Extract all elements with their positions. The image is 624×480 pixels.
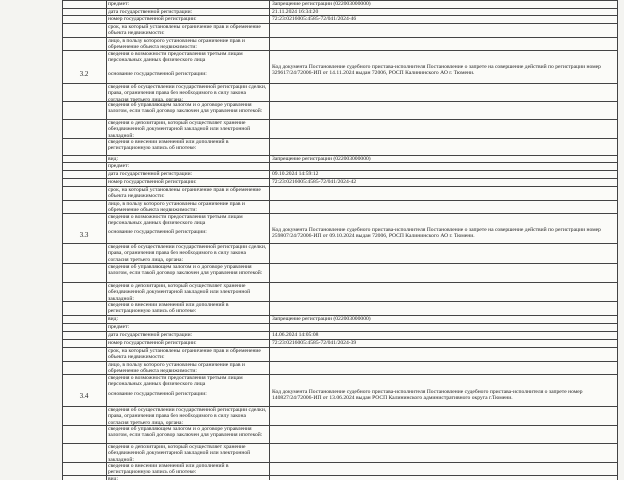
term-row: срок, на который установлены ограничение прав и обременение объекта недвижимости: — [62, 186, 618, 200]
beneficiary-row: лицо, в пользу которого установлены ограничение прав и обременение объекта недвижимости: — [62, 200, 618, 213]
mortgage-changes-row: сведения о внесении изменений или дополнений в регистрационную запись об ипотеке: — [62, 138, 618, 155]
reg-number-row: номер государственной регистрации: 72:23:0216005:4585-72/041/2024-39 — [62, 339, 618, 347]
personal-data-row: сведения о возможности предоставления третьим лицам персональных данных физического лица — [62, 374, 618, 389]
subject-row: предмет: Запрещение регистрации (022003000000) — [62, 0, 618, 8]
section-3-3-type-row: вид: Запрещение регистрации (022003000000) — [62, 155, 618, 162]
reg-date-row: дата государственной регистрации: 09.10.2024 14:59:12 — [62, 170, 618, 178]
depositary-row: сведения о депозитарии, который осуществляет хранение обездвиженной документарной закладной или электронной закладной: — [62, 282, 618, 301]
consent-row: сведения об осуществлении государственной регистрации сделки, права, ограничения права без необходимого в силу закона согласия третьего лица, органа: — [62, 243, 618, 263]
section-3-3-basis-row: 3.3 основание государственной регистрации: Код документа Постановление судебного пристава-исполнителя Постановление о запрете на совершение действий по регистрации номер 259807/24/72006-ИП от 09.10.2024 выдан 72006, РОСП Калининского АО г. Тюмени. — [62, 227, 618, 243]
section-3-3-subject-row: предмет: — [62, 162, 618, 170]
reg-number-row: номер государственной регистрации: 72:23:0216005:4585-72/041/2024-46 — [62, 15, 618, 23]
beneficiary-row: лицо, в пользу которого установлены ограничение прав и обременение объекта недвижимости: — [62, 361, 618, 374]
mortgage-changes-row: сведения о внесении изменений или дополнений в регистрационную запись об ипотеке: — [62, 301, 618, 315]
section-3-4-subject-row: предмет: — [62, 323, 618, 331]
next-type-row: вид: — [62, 475, 618, 480]
section-3-2-basis-row: 3.2 основание государственной регистрации: Код документа Постановление судебного пристава-исполнителя Постановление о запрете на совершение действий по регистрации номер 329617/24/72006-ИП от 14.11.2024 выдан 72006, РОСП Калининского АО г. Тюмени. — [62, 64, 618, 83]
term-row: срок, на который установлены ограничение прав и обременение объекта недвижимости: — [62, 347, 618, 361]
consent-row: сведения об осуществлении государственной регистрации сделки, права, ограничения права без необходимого в силу закона согласия третьего лица, органа: — [62, 83, 618, 101]
pledge-manager-row: сведения об управляющем залогом и о договоре управления залогом, если такой договор заключен для управления ипотекой: — [62, 425, 618, 443]
pledge-manager-row: сведения об управляющем залогом и о договоре управления залогом, если такой договор заключен для управления ипотекой: — [62, 263, 618, 282]
consent-row: сведения об осуществлении государственной регистрации сделки, права, ограничения права без необходимого в силу закона согласия третьего лица, органа: — [62, 406, 618, 425]
reg-number-row: номер государственной регистрации: 72:23:0216005:4585-72/041/2024-42 — [62, 178, 618, 186]
section-number: 3.3 — [79, 231, 89, 239]
section-3-4-type-row: вид: Запрещение регистрации (022003000000) — [62, 315, 618, 323]
depositary-row: сведения о депозитарии, который осуществляет хранение обездвиженной документарной закладной или электронной закладной: — [62, 443, 618, 462]
pledge-manager-row: сведения об управляющем залогом и о договоре управления залогом, если такой договор заключен для управления ипотекой: — [62, 101, 618, 119]
personal-data-row: сведения о возможности предоставления третьим лицам персональных данных физического лица — [62, 50, 618, 64]
term-row: срок, на который установлены ограничение прав и обременение объекта недвижимости: — [62, 23, 618, 37]
section-number: 3.4 — [79, 392, 89, 400]
section-number: 3.2 — [79, 70, 89, 78]
mortgage-changes-row: сведения о внесении изменений или дополнений в регистрационную запись об ипотеке: — [62, 462, 618, 475]
personal-data-row: сведения о возможности предоставления третьим лицам персональных данных физического лица — [62, 213, 618, 227]
reg-date-row: дата государственной регистрации: 14.06.2024 14:05:08 — [62, 331, 618, 339]
depositary-row: сведения о депозитарии, который осуществляет хранение обездвиженной документарной закладной или электронной закладной: — [62, 119, 618, 138]
document-page — [62, 0, 618, 480]
section-3-4-basis-row: 3.4 основание государственной регистрации: Код документа Постановление судебного пристава-исполнителя Постановление судебного пристава-исполнителя о запрете номер 140827/24/72006-ИП от 13.06.2024 выдан РОСП Калининского административного округа г.Тюмени. — [62, 389, 618, 406]
beneficiary-row: лицо, в пользу которого установлены ограничение прав и обременение объекта недвижимости: — [62, 37, 618, 50]
reg-date-row: дата государственной регистрации: 21.11.2024 16:34:20 — [62, 8, 618, 15]
